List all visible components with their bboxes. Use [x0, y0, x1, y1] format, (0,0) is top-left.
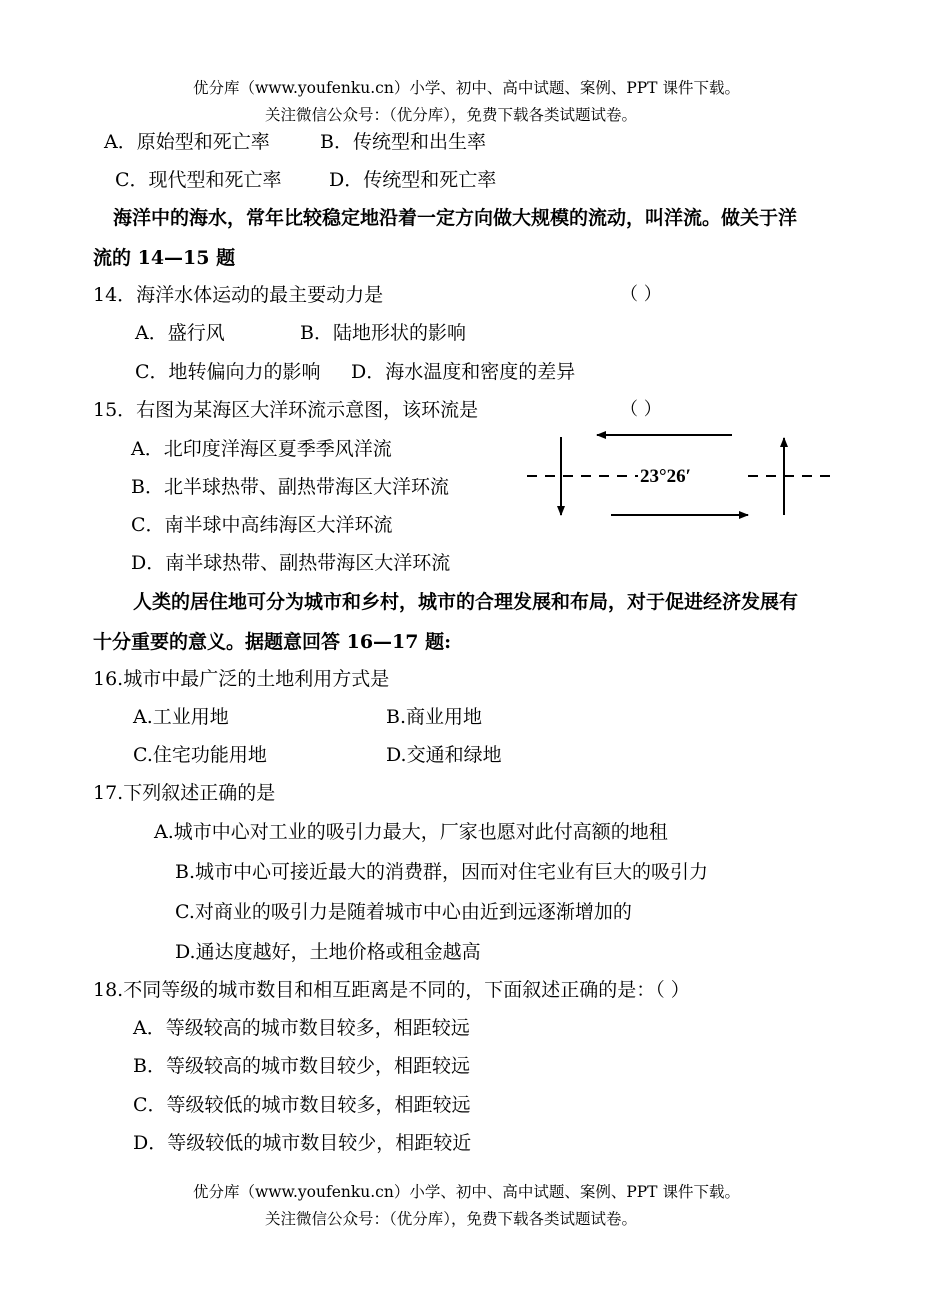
q14-answer-blank: （ ） [620, 284, 662, 305]
prev-option-d: D．传统型和死亡率 [329, 169, 497, 191]
q17-stem: 17.下列叙述正确的是 [93, 782, 276, 804]
q17-option-c: C.对商业的吸引力是随着城市中心由近到远逐渐增加的 [175, 901, 632, 923]
q18-stem: 18.不同等级的城市数目和相互距离是不同的，下面叙述正确的是：（ ） [93, 979, 690, 1001]
q18-option-c: C．等级较低的城市数目较多，相距较远 [133, 1094, 471, 1116]
prev-option-b: B．传统型和出生率 [320, 131, 486, 153]
q18-option-a: A．等级较高的城市数目较多，相距较远 [133, 1017, 470, 1039]
prev-option-c: C．现代型和死亡率 [115, 169, 282, 191]
q16-option-d: D.交通和绿地 [386, 744, 502, 766]
q16-option-a: A.工业用地 [133, 706, 229, 728]
q16-stem: 16.城市中最广泛的土地利用方式是 [93, 668, 390, 690]
intro-2-line-2: 十分重要的意义。据题意回答 16—17 题: [93, 631, 452, 653]
q17-option-d: D.通达度越好，土地价格或租金越高 [175, 941, 481, 963]
q18-option-d: D．等级较低的城市数目较少，相距较近 [133, 1132, 472, 1154]
header-line-2: 关注微信公众号：（优分库），免费下载各类试题试卷。 [265, 106, 638, 124]
q15-option-b: B．北半球热带、副热带海区大洋环流 [131, 476, 449, 498]
prev-option-a: A．原始型和死亡率 [104, 131, 270, 153]
q15-option-a: A．北印度洋海区夏季季风洋流 [131, 438, 392, 460]
q16-option-c: C.住宅功能用地 [133, 744, 267, 766]
q14-option-a: A．盛行风 [135, 322, 225, 344]
q14-option-b: B．陆地形状的影响 [300, 322, 466, 344]
header-line-1: 优分库（www.youfenku.cn）小学、初中、高中试题、案例、PPT 课件下载。 [193, 79, 740, 97]
q15-stem: 15．右图为某海区大洋环流示意图，该环流是 [93, 399, 479, 421]
q15-option-c: C．南半球中高纬海区大洋环流 [131, 514, 393, 536]
latitude-label: 23°26′ [640, 466, 691, 487]
q15-answer-blank: （ ） [620, 399, 662, 420]
q14-option-c: C．地转偏向力的影响 [135, 361, 321, 383]
intro-1-line-1: 海洋中的海水，常年比较稳定地沿着一定方向做大规模的流动，叫洋流。做关于洋 [113, 207, 798, 229]
q17-option-a: A.城市中心对工业的吸引力最大，厂家也愿对此付高额的地租 [154, 821, 668, 843]
q18-option-b: B．等级较高的城市数目较少，相距较远 [133, 1055, 470, 1077]
q14-option-d: D．海水温度和密度的差异 [351, 361, 576, 383]
footer-line-2: 关注微信公众号：（优分库），免费下载各类试题试卷。 [265, 1210, 638, 1228]
q15-option-d: D．南半球热带、副热带海区大洋环流 [131, 552, 451, 574]
q17-option-b: B.城市中心可接近最大的消费群，因而对住宅业有巨大的吸引力 [175, 861, 709, 883]
q16-option-b: B.商业用地 [386, 706, 483, 728]
footer-line-1: 优分库（www.youfenku.cn）小学、初中、高中试题、案例、PPT 课件下载。 [193, 1183, 740, 1201]
intro-1-line-2: 流的 14—15 题 [93, 247, 236, 269]
intro-2-line-1: 人类的居住地可分为城市和乡村，城市的合理发展和布局，对于促进经济发展有 [133, 591, 799, 613]
q14-stem: 14．海洋水体运动的最主要动力是 [93, 284, 384, 306]
